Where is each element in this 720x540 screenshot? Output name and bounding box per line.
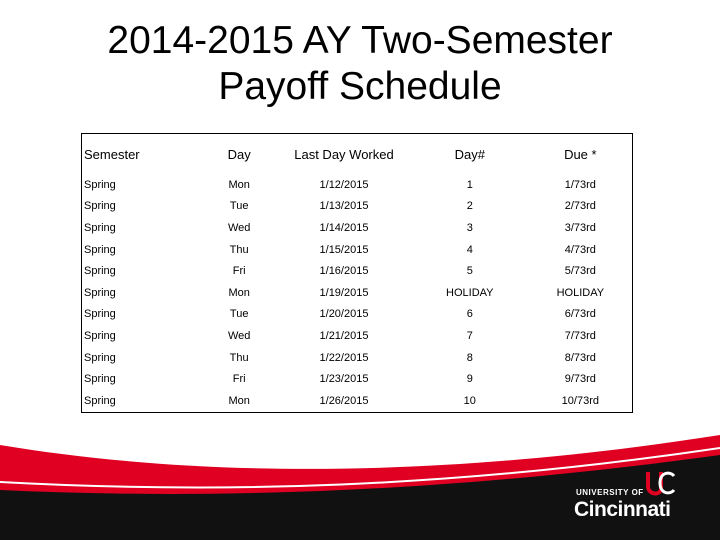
cell-semester: Spring xyxy=(84,373,116,386)
cell-last-day-worked: 1/23/2015 xyxy=(319,373,369,386)
cell-day: Fri xyxy=(232,265,246,278)
cell-day-number: 2 xyxy=(466,200,473,213)
cell-due: 1/73rd xyxy=(564,178,596,191)
cell-due: 4/73rd xyxy=(564,243,596,256)
cell-semester: Spring xyxy=(84,200,116,213)
cell-semester: Spring xyxy=(84,243,116,256)
payoff-schedule-table xyxy=(81,133,633,413)
cell-due: 5/73rd xyxy=(564,265,596,278)
cell-day-number: 7 xyxy=(466,329,473,342)
logo-line-1: UNIVERSITY OF xyxy=(576,488,644,497)
cell-due: 9/73rd xyxy=(564,373,596,386)
header-day-number: Day# xyxy=(454,146,485,162)
cell-day: Thu xyxy=(229,351,249,364)
cell-last-day-worked: 1/21/2015 xyxy=(319,329,369,342)
cell-last-day-worked: 1/19/2015 xyxy=(319,286,369,299)
cell-last-day-worked: 1/16/2015 xyxy=(319,265,369,278)
logo-line-2: Cincinnati xyxy=(574,498,671,521)
table-row xyxy=(82,260,633,282)
cell-day: Fri xyxy=(232,373,246,386)
cell-due: HOLIDAY xyxy=(556,286,605,299)
cell-due: 8/73rd xyxy=(564,351,596,364)
slide-title-line-1: 2014-2015 AY Two-Semester xyxy=(107,19,613,62)
cell-due: 7/73rd xyxy=(564,329,596,342)
header-day: Day xyxy=(227,146,251,162)
cell-due: 3/73rd xyxy=(564,221,596,234)
cell-semester: Spring xyxy=(84,221,116,234)
cell-last-day-worked: 1/13/2015 xyxy=(319,200,369,213)
cell-day-number: HOLIDAY xyxy=(446,286,494,299)
table-row xyxy=(82,347,633,369)
cell-day-number: 1 xyxy=(466,178,473,191)
cell-day: Tue xyxy=(229,200,249,213)
cell-last-day-worked: 1/26/2015 xyxy=(319,394,369,407)
cell-day-number: 5 xyxy=(466,265,473,278)
cell-semester: Spring xyxy=(84,265,116,278)
cell-last-day-worked: 1/12/2015 xyxy=(319,178,369,191)
table-row xyxy=(82,304,633,326)
cell-semester: Spring xyxy=(84,178,116,191)
table-row xyxy=(82,282,633,304)
cell-day-number: 9 xyxy=(466,373,473,386)
cell-day: Wed xyxy=(227,221,251,234)
university-of-cincinnati-logo xyxy=(576,470,696,530)
table-row xyxy=(82,368,633,390)
cell-day-number: 3 xyxy=(466,221,473,234)
table-row xyxy=(82,196,633,218)
cell-day: Tue xyxy=(229,308,249,321)
cell-day-number: 6 xyxy=(466,308,473,321)
cell-last-day-worked: 1/15/2015 xyxy=(319,243,369,256)
cell-last-day-worked: 1/20/2015 xyxy=(319,308,369,321)
header-last-day-worked: Last Day Worked xyxy=(294,146,394,162)
cell-due: 6/73rd xyxy=(564,308,596,321)
table-row xyxy=(82,217,633,239)
header-due: Due * xyxy=(564,146,597,162)
slide-title xyxy=(0,18,720,110)
table-row xyxy=(82,325,633,347)
table-row xyxy=(82,239,633,261)
table-row xyxy=(82,390,633,412)
cell-semester: Spring xyxy=(84,351,116,364)
table-row xyxy=(82,174,633,196)
cell-day: Thu xyxy=(229,243,249,256)
cell-day-number: 4 xyxy=(466,243,473,256)
header-semester: Semester xyxy=(84,146,140,162)
cell-day-number: 10 xyxy=(463,394,476,407)
cell-semester: Spring xyxy=(84,329,116,342)
cell-day: Mon xyxy=(228,394,250,407)
cell-semester: Spring xyxy=(84,286,116,299)
table-header-row xyxy=(82,134,633,175)
cell-last-day-worked: 1/14/2015 xyxy=(319,221,369,234)
slide-title-line-2: Payoff Schedule xyxy=(218,65,502,108)
uc-monogram-icon xyxy=(644,470,678,498)
cell-day-number: 8 xyxy=(466,351,473,364)
cell-due: 10/73rd xyxy=(561,394,599,407)
cell-semester: Spring xyxy=(84,394,116,407)
cell-day: Mon xyxy=(228,286,250,299)
cell-day: Mon xyxy=(228,178,250,191)
cell-semester: Spring xyxy=(84,308,116,321)
cell-last-day-worked: 1/22/2015 xyxy=(319,351,369,364)
cell-day: Wed xyxy=(227,329,251,342)
cell-due: 2/73rd xyxy=(564,200,596,213)
